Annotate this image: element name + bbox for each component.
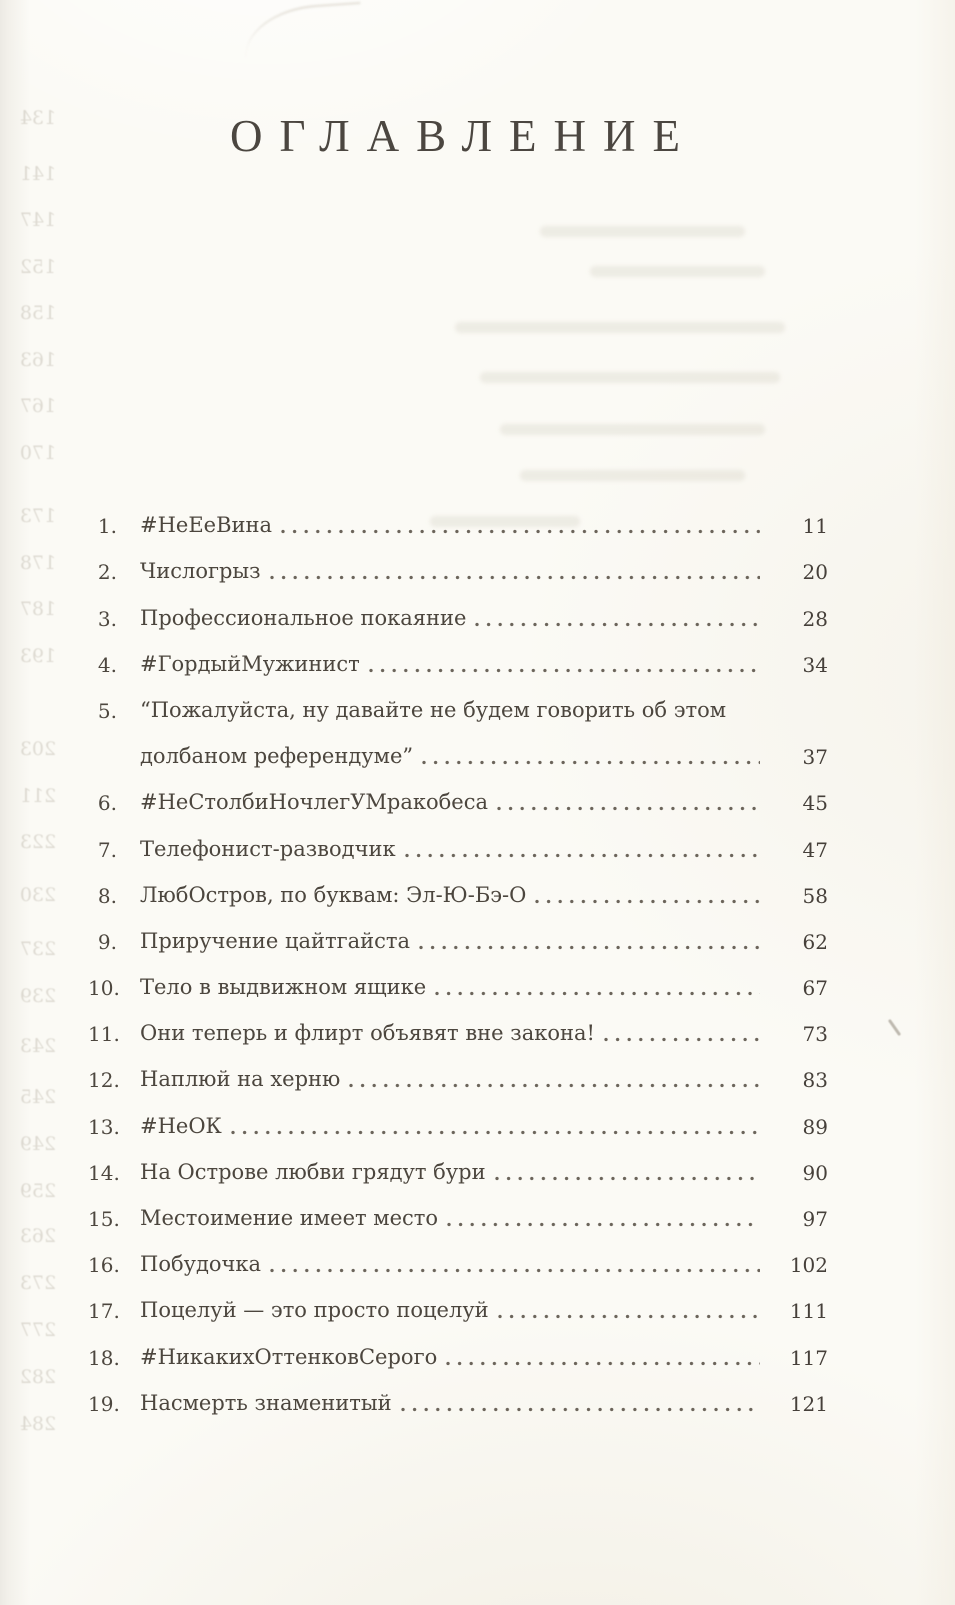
toc-entry-title: Телефонист-разводчик: [140, 836, 396, 861]
ghost-page-number: 230: [19, 884, 57, 906]
toc-entry-title: На Острове любви грядут бури: [140, 1159, 486, 1184]
toc-dot-leader: [270, 574, 760, 581]
ghost-text-artifact: [500, 424, 765, 435]
toc-list: [88, 500, 828, 1424]
toc-entry-title: Наплюй на херню: [140, 1067, 341, 1092]
toc-row: [88, 962, 828, 1008]
toc-row: [88, 1378, 828, 1424]
toc-dot-leader: [281, 528, 760, 535]
scratch-mark: [888, 1019, 901, 1036]
toc-entry-number: 16.: [88, 1253, 120, 1278]
ghost-page-number: 193: [19, 645, 57, 667]
toc-entry-number: 14.: [88, 1160, 120, 1185]
toc-dot-leader: [369, 667, 760, 674]
toc-page-number: 47: [802, 837, 828, 862]
ghost-page-number: 147: [19, 209, 57, 231]
ghost-text-artifact: [590, 266, 765, 277]
toc-row: [88, 685, 828, 731]
ghost-page-number: 259: [19, 1180, 57, 1202]
toc-dot-leader: [401, 1406, 760, 1413]
ghost-page-number: 211: [19, 785, 57, 807]
toc-page-number: 58: [802, 883, 828, 908]
ghost-page-number: 237: [19, 938, 57, 960]
toc-entry-number: 4.: [97, 652, 117, 677]
toc-row: [88, 823, 828, 869]
toc-dot-leader: [498, 1313, 760, 1320]
toc-entry-title: #НеЕеВина: [140, 513, 273, 538]
toc-entry-number: 6.: [97, 791, 117, 816]
ghost-text-artifact: [520, 470, 745, 481]
toc-dot-leader: [447, 1221, 760, 1228]
ghost-page-number: 173: [19, 505, 57, 527]
ghost-text-artifact: [455, 322, 785, 333]
toc-page-number: 83: [802, 1068, 828, 1093]
ghost-page-number: 284: [19, 1413, 57, 1435]
toc-page-number: 111: [789, 1299, 828, 1324]
toc-entry-title: Насмерть знаменитый: [140, 1390, 392, 1415]
ghost-page-number: 167: [19, 395, 57, 417]
ghost-page-number: 239: [19, 985, 57, 1007]
toc-page-number: 37: [802, 745, 828, 770]
toc-entry-number: 5.: [97, 698, 117, 723]
toc-entry-number: 11.: [88, 1022, 120, 1047]
toc-page-number: 117: [789, 1345, 828, 1370]
toc-dot-leader: [495, 1175, 760, 1182]
ghost-page-number: 277: [19, 1319, 57, 1341]
toc-row: [88, 777, 828, 823]
toc-dot-leader: [475, 621, 760, 628]
toc-entry-title: Побудочка: [140, 1252, 262, 1277]
toc-page-number: 97: [802, 1207, 828, 1231]
toc-page-number: 89: [802, 1114, 828, 1139]
toc-page-number: 102: [789, 1253, 828, 1278]
toc-entry-number: 15.: [88, 1207, 120, 1231]
toc-page-number: 45: [802, 791, 828, 816]
toc-dot-leader: [231, 1129, 760, 1136]
toc-page-number: 67: [802, 976, 828, 1001]
toc-dot-leader: [405, 852, 760, 859]
toc-dot-leader: [349, 1082, 760, 1089]
ghost-page-number: 163: [19, 349, 57, 371]
toc-entry-number: 17.: [88, 1299, 120, 1324]
toc-entry-number: 3.: [97, 606, 117, 631]
toc-entry-number: 9.: [97, 929, 117, 954]
toc-entry-number: 18.: [88, 1345, 120, 1370]
toc-entry-title: Они теперь и флирт объявят вне закона!: [140, 1021, 595, 1046]
toc-row: [88, 1100, 828, 1146]
toc-row: [88, 1147, 828, 1193]
toc-row: [88, 546, 828, 592]
ghost-page-number: 178: [19, 552, 57, 574]
ghost-page-number: 263: [19, 1225, 57, 1247]
toc-entry-title: #ГордыйМужинист: [140, 651, 360, 676]
ghost-page-number: 187: [19, 598, 57, 620]
toc-row: [88, 1193, 828, 1239]
toc-row: [88, 870, 828, 916]
toc-row: [88, 500, 828, 546]
toc-entry-title: Профессиональное покаяние: [140, 605, 467, 630]
ghost-page-number: 134: [19, 107, 57, 129]
toc-entry-number: 1.: [97, 514, 117, 539]
toc-entry-number: 2.: [97, 560, 117, 585]
ghost-page-number: 170: [19, 442, 57, 464]
toc-entry-title: Приручение цайтгайста: [140, 928, 411, 953]
toc-dot-leader: [604, 1036, 760, 1043]
toc-dot-leader: [497, 805, 760, 812]
toc-row: [88, 1331, 828, 1377]
toc-page-number: 11: [802, 514, 828, 539]
toc-page-number: 73: [802, 1022, 828, 1047]
toc-row: [88, 1239, 828, 1285]
toc-dot-leader: [535, 898, 760, 905]
toc-entry-number: 12.: [88, 1068, 120, 1093]
toc-page-number: 90: [802, 1160, 828, 1185]
toc-page-number: 28: [802, 606, 828, 631]
ghost-page-number: 273: [19, 1272, 57, 1294]
toc-entry-title: Числогрыз: [140, 559, 261, 584]
ghost-page-number: 223: [19, 831, 57, 853]
toc-entry-number: 19.: [88, 1391, 120, 1416]
toc-page-number: 62: [802, 929, 828, 954]
toc-row: [88, 731, 828, 777]
toc-page-number: 20: [802, 560, 828, 585]
ghost-page-number: 203: [19, 738, 57, 760]
ghost-page-number: 282: [19, 1366, 57, 1388]
toc-page-number: 34: [802, 652, 828, 677]
ghost-text-artifact: [480, 372, 780, 383]
toc-entry-title: Тело в выдвижном ящике: [140, 975, 427, 1000]
toc-entry-number: 10.: [88, 976, 120, 1001]
toc-entry-number: 8.: [97, 883, 117, 908]
toc-entry-title: Местоимение имеет место: [140, 1206, 439, 1230]
toc-dot-leader: [435, 990, 760, 997]
showthrough-page-numbers: [0, 0, 70, 1605]
toc-row: [88, 916, 828, 962]
toc-entry-title: #НеОК: [140, 1113, 222, 1138]
toc-row: [88, 639, 828, 685]
toc-entry-title: Поцелуй — это просто поцелуй: [140, 1298, 489, 1323]
toc-entry-title: #НеСтолбиНочлегУМракобеса: [140, 790, 489, 815]
toc-dot-leader: [446, 1360, 760, 1367]
ghost-page-number: 152: [19, 256, 57, 278]
toc-row: [88, 1008, 828, 1054]
toc-row: [88, 1054, 828, 1100]
ghost-page-number: 245: [19, 1086, 57, 1108]
toc-entry-number: 13.: [88, 1114, 120, 1139]
toc-entry-title: #НикакихОттенковСерого: [140, 1344, 438, 1369]
ghost-page-number: 249: [19, 1133, 57, 1155]
toc-page-number: 121: [789, 1391, 828, 1416]
toc-entry-number: 7.: [97, 837, 117, 862]
ghost-page-number: 243: [19, 1035, 57, 1057]
toc-row: [88, 592, 828, 638]
toc-entry-title: “Пожалуйста, ну давайте не будем говорить об этом: [140, 697, 727, 722]
ghost-page-number: 158: [19, 302, 57, 324]
toc-entry-title: ЛюбОстров, по буквам: Эл-Ю-Бэ-О: [140, 882, 527, 907]
ghost-page-number: 141: [19, 163, 57, 185]
toc-dot-leader: [270, 1267, 760, 1274]
ghost-text-artifact: [540, 226, 745, 237]
toc-row: [88, 1285, 828, 1331]
paper-crease-mark: [242, 2, 363, 58]
toc-entry-title: долбаном референдуме”: [140, 744, 414, 769]
toc-dot-leader: [422, 759, 760, 766]
page-title: ОГЛАВЛЕНИЕ: [230, 111, 697, 161]
toc-dot-leader: [419, 944, 760, 951]
